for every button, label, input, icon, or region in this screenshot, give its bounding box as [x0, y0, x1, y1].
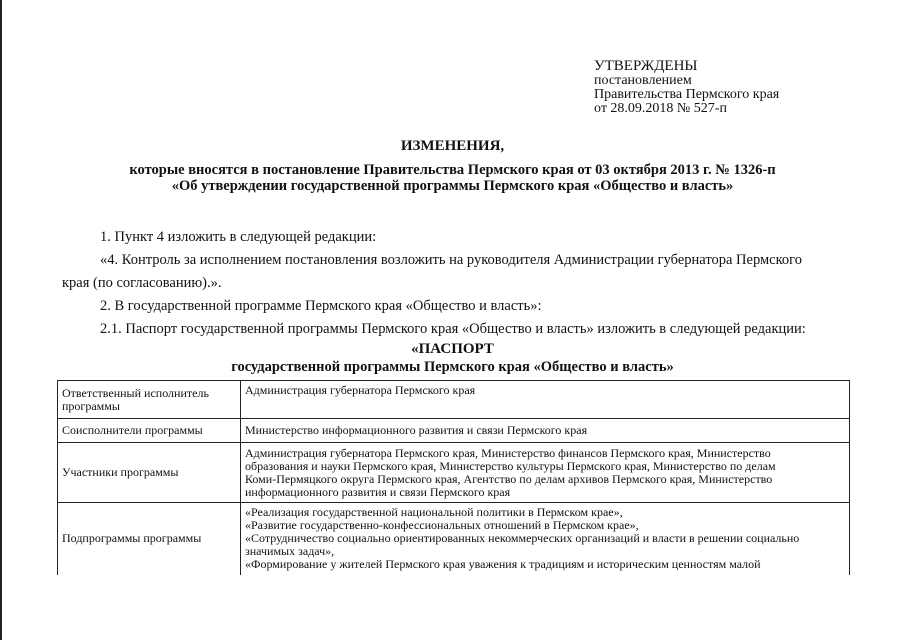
value-line: образования и науки Пермского края, Министерство культуры Пермского края, Министерство по делам	[245, 458, 776, 473]
value-line: Министерство информационного развития и связи Пермского края	[245, 423, 588, 437]
approval-line: постановлением	[594, 73, 692, 88]
approval-heading: УТВЕРЖДЕНЫ	[594, 58, 698, 74]
table-row	[58, 443, 850, 503]
scan-edge	[0, 0, 2, 640]
paragraph: 1. Пункт 4 изложить в следующей редакции:	[100, 229, 377, 245]
body-text	[62, 226, 838, 341]
row-label: Участники программы	[58, 443, 241, 503]
title-sub: которые вносятся в постановление Правительства Пермского края от 03 октября 2013 г. № 1326-п	[129, 162, 776, 178]
passport-title	[0, 340, 905, 376]
passport-subheading: государственной программы Пермского края «Общество и власть»	[231, 359, 674, 375]
table-row	[58, 381, 850, 419]
value-line: Администрация губернатора Пермского края	[245, 383, 476, 397]
value-line: «Развитие государственно-конфессиональных отношений в Пермском крае»,	[245, 518, 639, 533]
row-label: Ответственный исполнитель программы	[58, 381, 241, 419]
value-line: «Формирование у жителей Пермского края уважения к традициям и историческим ценностям малой	[245, 557, 761, 572]
value-line: значимых задач»,	[245, 544, 335, 559]
table-row	[58, 503, 850, 575]
value-line: информационного развития и связи Пермского края	[245, 484, 511, 499]
approval-stamp	[594, 58, 854, 116]
row-label: Соисполнители программы	[58, 419, 241, 443]
paragraph: 2.1. Паспорт государственной программы Пермского края «Общество и власть» изложить в следующей редакции:	[100, 321, 806, 337]
row-label: Подпрограммы программы	[58, 503, 241, 575]
passport-heading: «ПАСПОРТ	[411, 341, 494, 357]
paragraph-continuation: края (по согласованию).».	[62, 275, 222, 291]
title-main: ИЗМЕНЕНИЯ,	[400, 138, 505, 154]
title-sub: «Об утверждении государственной программы Пермского края «Общество и власть»	[171, 178, 734, 194]
value-line: Коми-Пермяцкого округа Пермского края, Агентство по делам архивов Пермского края, Министерство	[245, 471, 773, 486]
table-row	[58, 419, 850, 443]
paragraph: «4. Контроль за исполнением постановления возложить на руководителя Администрации губернатора Пермского	[100, 252, 803, 268]
row-value	[241, 419, 850, 443]
value-line: «Реализация государственной национальной политики в Пермском крае»,	[245, 505, 623, 520]
passport-table	[57, 380, 850, 575]
paragraph: 2. В государственной программе Пермского края «Общество и власть»:	[100, 298, 542, 314]
value-line: Администрация губернатора Пермского края, Министерство финансов Пермского края, Министерство	[245, 445, 771, 460]
row-value	[241, 381, 850, 419]
value-line: «Сотрудничество социально ориентированных некоммерческих организаций и власти в решении социально	[245, 531, 800, 546]
approval-line: от 28.09.2018 № 527-п	[594, 101, 727, 116]
row-value	[241, 443, 850, 503]
approval-line: Правительства Пермского края	[594, 87, 780, 102]
document-title	[0, 136, 905, 194]
row-value	[241, 503, 850, 575]
